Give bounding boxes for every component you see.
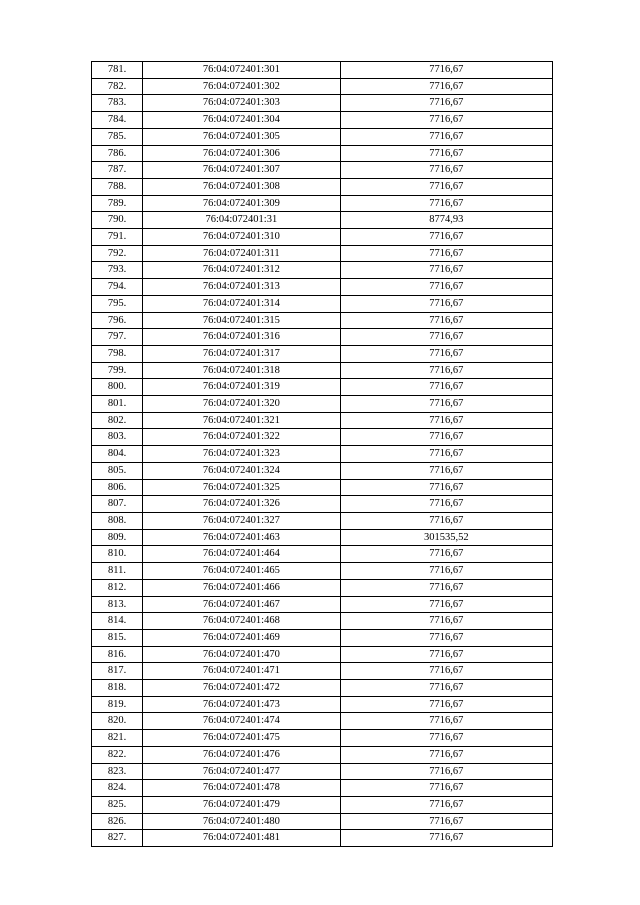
table-body bbox=[92, 62, 553, 847]
value-cell: 7716,67 bbox=[340, 329, 552, 346]
cadastral-number-cell: 76:04:072401:306 bbox=[143, 145, 340, 162]
value-cell: 7716,67 bbox=[340, 178, 552, 195]
table-row bbox=[92, 446, 553, 463]
row-number-cell: 791. bbox=[92, 229, 143, 246]
cadastral-number-cell: 76:04:072401:322 bbox=[143, 429, 340, 446]
value-cell: 7716,67 bbox=[340, 696, 552, 713]
value-cell: 7716,67 bbox=[340, 479, 552, 496]
row-number-cell: 815. bbox=[92, 629, 143, 646]
row-number-cell: 795. bbox=[92, 295, 143, 312]
cadastral-number-cell: 76:04:072401:311 bbox=[143, 245, 340, 262]
table-row bbox=[92, 195, 553, 212]
cadastral-number-cell: 76:04:072401:477 bbox=[143, 763, 340, 780]
table-row bbox=[92, 112, 553, 129]
table-row bbox=[92, 646, 553, 663]
value-cell: 7716,67 bbox=[340, 462, 552, 479]
table-row bbox=[92, 763, 553, 780]
row-number-cell: 811. bbox=[92, 563, 143, 580]
value-cell: 7716,67 bbox=[340, 145, 552, 162]
cadastral-number-cell: 76:04:072401:326 bbox=[143, 496, 340, 513]
cadastral-number-cell: 76:04:072401:316 bbox=[143, 329, 340, 346]
cadastral-number-cell: 76:04:072401:466 bbox=[143, 579, 340, 596]
table-row bbox=[92, 162, 553, 179]
table-row bbox=[92, 796, 553, 813]
table-row bbox=[92, 312, 553, 329]
cadastral-number-cell: 76:04:072401:323 bbox=[143, 446, 340, 463]
cadastral-number-cell: 76:04:072401:312 bbox=[143, 262, 340, 279]
table-row bbox=[92, 396, 553, 413]
value-cell: 7716,67 bbox=[340, 512, 552, 529]
row-number-cell: 782. bbox=[92, 78, 143, 95]
value-cell: 7716,67 bbox=[340, 128, 552, 145]
row-number-cell: 794. bbox=[92, 279, 143, 296]
row-number-cell: 819. bbox=[92, 696, 143, 713]
row-number-cell: 814. bbox=[92, 613, 143, 630]
table-row bbox=[92, 713, 553, 730]
cadastral-number-cell: 76:04:072401:324 bbox=[143, 462, 340, 479]
value-cell: 7716,67 bbox=[340, 713, 552, 730]
value-cell: 7716,67 bbox=[340, 195, 552, 212]
row-number-cell: 805. bbox=[92, 462, 143, 479]
row-number-cell: 786. bbox=[92, 145, 143, 162]
cadastral-number-cell: 76:04:072401:471 bbox=[143, 663, 340, 680]
row-number-cell: 808. bbox=[92, 512, 143, 529]
row-number-cell: 790. bbox=[92, 212, 143, 229]
value-cell: 7716,67 bbox=[340, 496, 552, 513]
value-cell: 7716,67 bbox=[340, 78, 552, 95]
cadastral-number-cell: 76:04:072401:463 bbox=[143, 529, 340, 546]
value-cell: 7716,67 bbox=[340, 112, 552, 129]
row-number-cell: 796. bbox=[92, 312, 143, 329]
value-cell: 7716,67 bbox=[340, 780, 552, 797]
cadastral-number-cell: 76:04:072401:303 bbox=[143, 95, 340, 112]
cadastral-number-cell: 76:04:072401:313 bbox=[143, 279, 340, 296]
value-cell: 7716,67 bbox=[340, 412, 552, 429]
row-number-cell: 799. bbox=[92, 362, 143, 379]
cadastral-number-cell: 76:04:072401:327 bbox=[143, 512, 340, 529]
value-cell: 7716,67 bbox=[340, 579, 552, 596]
table-row bbox=[92, 746, 553, 763]
cadastral-number-cell: 76:04:072401:478 bbox=[143, 780, 340, 797]
table-row bbox=[92, 479, 553, 496]
row-number-cell: 827. bbox=[92, 830, 143, 847]
cadastral-number-cell: 76:04:072401:317 bbox=[143, 345, 340, 362]
cadastral-number-cell: 76:04:072401:318 bbox=[143, 362, 340, 379]
cadastral-number-cell: 76:04:072401:479 bbox=[143, 796, 340, 813]
row-number-cell: 798. bbox=[92, 345, 143, 362]
cadastral-number-cell: 76:04:072401:473 bbox=[143, 696, 340, 713]
table-row bbox=[92, 613, 553, 630]
cadastral-number-cell: 76:04:072401:481 bbox=[143, 830, 340, 847]
cadastral-number-cell: 76:04:072401:470 bbox=[143, 646, 340, 663]
value-cell: 7716,67 bbox=[340, 813, 552, 830]
row-number-cell: 810. bbox=[92, 546, 143, 563]
value-cell: 8774,93 bbox=[340, 212, 552, 229]
table-row bbox=[92, 529, 553, 546]
row-number-cell: 785. bbox=[92, 128, 143, 145]
row-number-cell: 792. bbox=[92, 245, 143, 262]
cadastral-number-cell: 76:04:072401:31 bbox=[143, 212, 340, 229]
cadastral-number-cell: 76:04:072401:307 bbox=[143, 162, 340, 179]
value-cell: 7716,67 bbox=[340, 379, 552, 396]
table-row bbox=[92, 546, 553, 563]
cadastral-number-cell: 76:04:072401:475 bbox=[143, 730, 340, 747]
row-number-cell: 824. bbox=[92, 780, 143, 797]
table-row bbox=[92, 128, 553, 145]
value-cell: 7716,67 bbox=[340, 396, 552, 413]
cadastral-number-cell: 76:04:072401:480 bbox=[143, 813, 340, 830]
cadastral-number-cell: 76:04:072401:315 bbox=[143, 312, 340, 329]
value-cell: 7716,67 bbox=[340, 62, 552, 79]
table-row bbox=[92, 629, 553, 646]
value-cell: 7716,67 bbox=[340, 763, 552, 780]
table-row bbox=[92, 345, 553, 362]
row-number-cell: 806. bbox=[92, 479, 143, 496]
cadastral-number-cell: 76:04:072401:308 bbox=[143, 178, 340, 195]
table-row bbox=[92, 212, 553, 229]
table-row bbox=[92, 813, 553, 830]
table-row bbox=[92, 379, 553, 396]
row-number-cell: 800. bbox=[92, 379, 143, 396]
row-number-cell: 802. bbox=[92, 412, 143, 429]
row-number-cell: 823. bbox=[92, 763, 143, 780]
value-cell: 7716,67 bbox=[340, 429, 552, 446]
row-number-cell: 816. bbox=[92, 646, 143, 663]
row-number-cell: 784. bbox=[92, 112, 143, 129]
cadastral-number-cell: 76:04:072401:319 bbox=[143, 379, 340, 396]
row-number-cell: 822. bbox=[92, 746, 143, 763]
cadastral-number-cell: 76:04:072401:309 bbox=[143, 195, 340, 212]
table-row bbox=[92, 245, 553, 262]
cadastral-number-cell: 76:04:072401:320 bbox=[143, 396, 340, 413]
value-cell: 7716,67 bbox=[340, 629, 552, 646]
value-cell: 7716,67 bbox=[340, 663, 552, 680]
cadastral-number-cell: 76:04:072401:301 bbox=[143, 62, 340, 79]
row-number-cell: 788. bbox=[92, 178, 143, 195]
row-number-cell: 781. bbox=[92, 62, 143, 79]
cadastral-number-cell: 76:04:072401:305 bbox=[143, 128, 340, 145]
row-number-cell: 803. bbox=[92, 429, 143, 446]
value-cell: 7716,67 bbox=[340, 345, 552, 362]
value-cell: 7716,67 bbox=[340, 830, 552, 847]
table-row bbox=[92, 145, 553, 162]
table-row bbox=[92, 730, 553, 747]
table-row bbox=[92, 62, 553, 79]
value-cell: 7716,67 bbox=[340, 162, 552, 179]
table-row bbox=[92, 329, 553, 346]
row-number-cell: 821. bbox=[92, 730, 143, 747]
row-number-cell: 787. bbox=[92, 162, 143, 179]
table-row bbox=[92, 496, 553, 513]
cadastral-number-cell: 76:04:072401:304 bbox=[143, 112, 340, 129]
row-number-cell: 783. bbox=[92, 95, 143, 112]
row-number-cell: 789. bbox=[92, 195, 143, 212]
row-number-cell: 793. bbox=[92, 262, 143, 279]
table-row bbox=[92, 780, 553, 797]
cadastral-number-cell: 76:04:072401:474 bbox=[143, 713, 340, 730]
value-cell: 7716,67 bbox=[340, 362, 552, 379]
cadastral-number-cell: 76:04:072401:465 bbox=[143, 563, 340, 580]
table-row bbox=[92, 262, 553, 279]
value-cell: 7716,67 bbox=[340, 680, 552, 697]
value-cell: 301535,52 bbox=[340, 529, 552, 546]
row-number-cell: 825. bbox=[92, 796, 143, 813]
value-cell: 7716,67 bbox=[340, 229, 552, 246]
row-number-cell: 797. bbox=[92, 329, 143, 346]
value-cell: 7716,67 bbox=[340, 796, 552, 813]
row-number-cell: 813. bbox=[92, 596, 143, 613]
value-cell: 7716,67 bbox=[340, 613, 552, 630]
table-row bbox=[92, 295, 553, 312]
table-row bbox=[92, 95, 553, 112]
row-number-cell: 801. bbox=[92, 396, 143, 413]
value-cell: 7716,67 bbox=[340, 245, 552, 262]
row-number-cell: 818. bbox=[92, 680, 143, 697]
cadastral-number-cell: 76:04:072401:464 bbox=[143, 546, 340, 563]
table-row bbox=[92, 229, 553, 246]
row-number-cell: 820. bbox=[92, 713, 143, 730]
value-cell: 7716,67 bbox=[340, 546, 552, 563]
table-row bbox=[92, 178, 553, 195]
cadastral-number-cell: 76:04:072401:476 bbox=[143, 746, 340, 763]
row-number-cell: 804. bbox=[92, 446, 143, 463]
table-row bbox=[92, 412, 553, 429]
cadastral-number-cell: 76:04:072401:467 bbox=[143, 596, 340, 613]
cadastral-number-cell: 76:04:072401:302 bbox=[143, 78, 340, 95]
value-cell: 7716,67 bbox=[340, 295, 552, 312]
cadastral-number-cell: 76:04:072401:310 bbox=[143, 229, 340, 246]
value-cell: 7716,67 bbox=[340, 279, 552, 296]
row-number-cell: 817. bbox=[92, 663, 143, 680]
table-row bbox=[92, 462, 553, 479]
value-cell: 7716,67 bbox=[340, 746, 552, 763]
table-row bbox=[92, 596, 553, 613]
table-row bbox=[92, 663, 553, 680]
row-number-cell: 809. bbox=[92, 529, 143, 546]
cadastral-number-cell: 76:04:072401:321 bbox=[143, 412, 340, 429]
row-number-cell: 812. bbox=[92, 579, 143, 596]
row-number-cell: 807. bbox=[92, 496, 143, 513]
table-row bbox=[92, 279, 553, 296]
cadastral-number-cell: 76:04:072401:314 bbox=[143, 295, 340, 312]
cadastral-number-cell: 76:04:072401:469 bbox=[143, 629, 340, 646]
table-row bbox=[92, 362, 553, 379]
value-cell: 7716,67 bbox=[340, 446, 552, 463]
cadastral-number-cell: 76:04:072401:472 bbox=[143, 680, 340, 697]
table-row bbox=[92, 696, 553, 713]
table-row bbox=[92, 579, 553, 596]
value-cell: 7716,67 bbox=[340, 312, 552, 329]
table-row bbox=[92, 78, 553, 95]
table-row bbox=[92, 830, 553, 847]
table-row bbox=[92, 680, 553, 697]
table-row bbox=[92, 563, 553, 580]
value-cell: 7716,67 bbox=[340, 596, 552, 613]
table-row bbox=[92, 512, 553, 529]
table-row bbox=[92, 429, 553, 446]
cadastral-number-cell: 76:04:072401:325 bbox=[143, 479, 340, 496]
value-cell: 7716,67 bbox=[340, 563, 552, 580]
cadastral-table bbox=[91, 61, 553, 847]
row-number-cell: 826. bbox=[92, 813, 143, 830]
value-cell: 7716,67 bbox=[340, 730, 552, 747]
value-cell: 7716,67 bbox=[340, 95, 552, 112]
cadastral-number-cell: 76:04:072401:468 bbox=[143, 613, 340, 630]
value-cell: 7716,67 bbox=[340, 262, 552, 279]
value-cell: 7716,67 bbox=[340, 646, 552, 663]
